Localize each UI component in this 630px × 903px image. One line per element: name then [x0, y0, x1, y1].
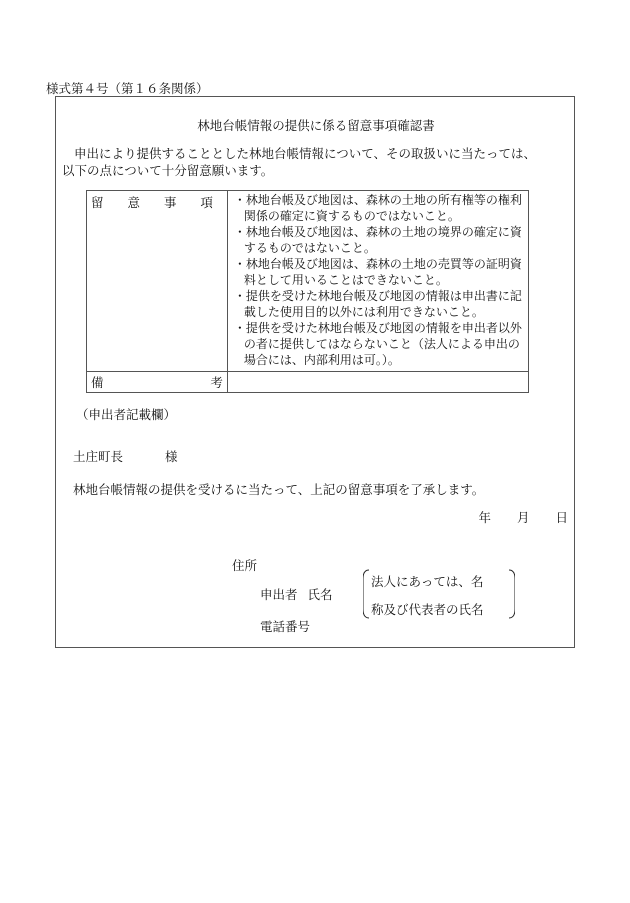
applicant-label: 申出者	[260, 587, 298, 602]
note-item: ・提供を受けた林地台帳及び地図の情報を申出者以外の者に提供してはならないこと（法人による申出の場合には、内部利用は可。）。	[233, 321, 522, 367]
date-day: 日	[555, 510, 568, 525]
note-item: ・林地台帳及び地図は、森林の土地の境界の確定に資するものではないこと。	[233, 225, 522, 255]
corp-note	[363, 569, 515, 619]
applicant-section-label: （申出者記載欄）	[76, 407, 177, 422]
address-field-label: 住所	[232, 558, 258, 573]
note-item: ・提供を受けた林地台帳及び地図の情報は申出書に記載した使用目的以外には利用できないこと。	[233, 289, 522, 319]
date-year: 年	[478, 510, 491, 525]
remarks-label-a: 備	[91, 375, 104, 390]
intro-line-1: 申出により提供することとした林地台帳情報について、その取扱いに当たっては、	[74, 146, 537, 161]
acknowledgement-text: 林地台帳情報の提供を受けるに当たって、上記の留意事項を了承します。	[73, 482, 485, 497]
addressee	[73, 447, 178, 465]
corp-note-line-2: 称及び代表者の氏名	[371, 602, 484, 617]
notes-header-cell	[87, 191, 228, 372]
note-item: ・林地台帳及び地図は、森林の土地の売買等の証明資料として用いることはできないこと。	[233, 257, 522, 287]
form-frame	[55, 96, 575, 648]
addressee-name: 土庄町長	[73, 449, 124, 464]
notes-items-cell	[227, 191, 528, 372]
form-number: 様式第４号（第１６条関係）	[46, 81, 209, 96]
document-title: 林地台帳情報の提供に係る留意事項確認書	[197, 118, 435, 133]
remarks-label-cell	[87, 372, 228, 393]
note-item: ・林地台帳及び地図は、森林の土地の所有権等の権利関係の確定に資するものではないこと。	[233, 193, 522, 223]
intro-line-2: 以下の点について十分留意願います。	[62, 163, 274, 178]
remarks-value-cell[interactable]	[227, 372, 528, 393]
notes-header-label: 留 意 事 項	[91, 195, 223, 210]
remarks-label-b: 考	[210, 375, 223, 390]
notes-table	[86, 190, 529, 393]
applicant-name-row	[260, 585, 333, 603]
name-label: 氏名	[307, 587, 333, 602]
date-field[interactable]	[452, 508, 568, 526]
addressee-honorific: 様	[165, 449, 178, 464]
phone-field-label: 電話番号	[260, 619, 311, 634]
corp-note-line-1: 法人にあっては、名	[371, 574, 484, 589]
intro-text	[62, 145, 568, 179]
date-month: 月	[516, 510, 530, 525]
